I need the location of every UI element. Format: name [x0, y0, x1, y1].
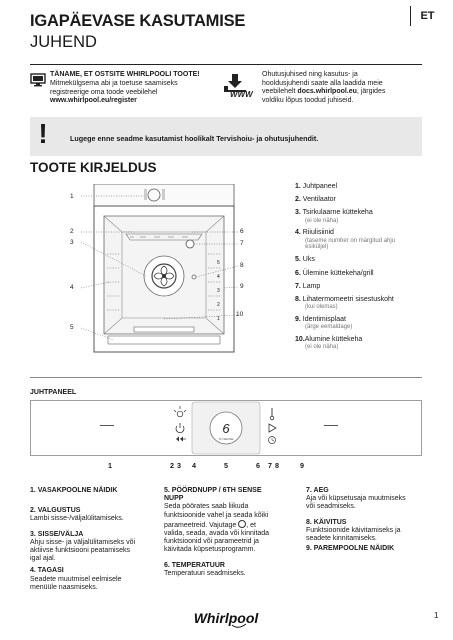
diagram-label-1: 1	[70, 193, 74, 200]
diagram-label-2: 2	[70, 228, 74, 235]
panel-number-4: 4	[192, 461, 196, 470]
diagram-label-10: 10	[236, 311, 244, 318]
section-heading-panel: JUHTPANEEL	[30, 389, 77, 396]
thanks-title: TÄNAME, ET OSTSITE WHIRLPOOLI TOOTE!	[50, 71, 200, 78]
diagram-label-6: 6	[240, 228, 244, 235]
panel-number-7: 7	[268, 461, 272, 470]
part-item: 1. Juhtpaneel	[295, 183, 338, 190]
download-www-icon	[222, 72, 256, 98]
panel-number-1: 1	[108, 461, 112, 470]
header-rule	[30, 64, 422, 65]
register-link[interactable]: www.whirlpool.eu/register	[50, 97, 137, 104]
page-number: 1	[434, 611, 439, 620]
part-item: 3. Tsirkulaarne küttekeha (ei ole näha)	[295, 209, 373, 224]
part-item: 5. Uks	[295, 256, 315, 264]
knob-icon	[238, 520, 246, 528]
docs-link[interactable]: docs.whirlpool.eu	[297, 88, 357, 96]
svg-text:6: 6	[222, 421, 230, 436]
panel-number-8: 8	[275, 461, 279, 470]
control-panel-diagram	[30, 400, 422, 456]
warning-text: Lugege enne seadme kasutamist hoolikalt Tervishoiu- ja ohutusjuhendit.	[70, 134, 319, 143]
diagram-label-8: 8	[240, 262, 244, 269]
part-item: 4. Riiulisiinid (taseme number on märgitud ahju esiküljel)	[295, 229, 396, 251]
functions-col-2: 5. PÖÖRDNUPP / 6TH SENSE NUPP Seda pöörates saab liikuda funktsioonide vahel ja seada kõiki parameetreid. Vajutage , et valida, seada, avada või kinnitada funktsioonid või parameetrid ja käivitada küpsetusprogramm. 6. TEMPERATUUR Temperatuuri seadmiseks.	[164, 487, 270, 577]
svg-text:TH SENSE: TH SENSE	[218, 437, 234, 441]
thanks-text: Mitmekülgsema abi ja toetuse saamiseks registreerige oma toode veebilehel	[50, 80, 178, 96]
panel-number-6: 6	[256, 461, 260, 470]
part-item: 7. Lamp	[295, 282, 321, 290]
panel-number-3: 3	[177, 461, 181, 470]
part-item: 10.Alumine küttekeha (ei ole näha)	[295, 335, 363, 351]
diagram-label-4: 4	[70, 284, 74, 291]
part-item: 9. Identimisplaat (ärge eemaldage)	[295, 315, 353, 331]
safety-text: Ohutusjuhised ning kasutus- ja hooldusjuhendi saate alla laadida meie veebilehelt docs.whirlpool.eu, järgides voldiku lõpus toodud juhiseid.	[262, 71, 386, 104]
panel-number-2: 2	[170, 461, 174, 470]
panel-number-9: 9	[300, 461, 304, 470]
diagram-label-3: 3	[70, 239, 74, 246]
section-divider	[30, 377, 422, 378]
svg-text:WWW: WWW	[230, 90, 253, 98]
diagram-label-7: 7	[240, 240, 244, 247]
language-tag: ET	[410, 6, 444, 26]
whirlpool-logo	[176, 608, 276, 630]
diagram-label-5: 5	[70, 324, 74, 331]
monitor-icon	[30, 73, 46, 87]
warning-icon: !	[38, 118, 48, 149]
part-item: 6. Ülemine küttekeha/grill	[295, 269, 374, 277]
diagram-label-9: 9	[240, 283, 244, 290]
section-heading-product: TOOTE KIRJELDUS	[30, 160, 157, 175]
functions-col-3: 7. AEG Aja või küpsetusaja muutmiseks või seadmiseks. 8. KÄIVITUS Funktsioonide käivitamiseks ja seadete kinnitamiseks. 9. PAREMPOOLNE NÄIDIK	[306, 487, 406, 553]
page-title: IGAPÄEVASE KASUTAMISE	[30, 12, 246, 30]
parts-list	[295, 183, 445, 356]
svg-text:Whirlpool: Whirlpool	[193, 610, 259, 626]
functions-col-1: 1. VASAKPOOLNE NÄIDIK 2. VALGUSTUS Lambi sisse-/väljalülitamiseks. 3. SISSE/VÄLJA Ahju sisse- ja väljalülitamiseks või aktiivse funktsiooni peatamiseks igal ajal. 4. TAGASI Seadete muutmisel eelmisele menüüle naasmiseks.	[30, 487, 136, 591]
page-subtitle: JUHEND	[30, 33, 97, 51]
part-item: 8. Lihatermomeetri sisestuskoht (kui olemas)	[295, 295, 394, 311]
shelf-level-numbers: 5 4 3 2 1	[217, 260, 220, 322]
part-item: 2. Ventilaator	[295, 196, 336, 204]
panel-number-5: 5	[224, 461, 228, 470]
